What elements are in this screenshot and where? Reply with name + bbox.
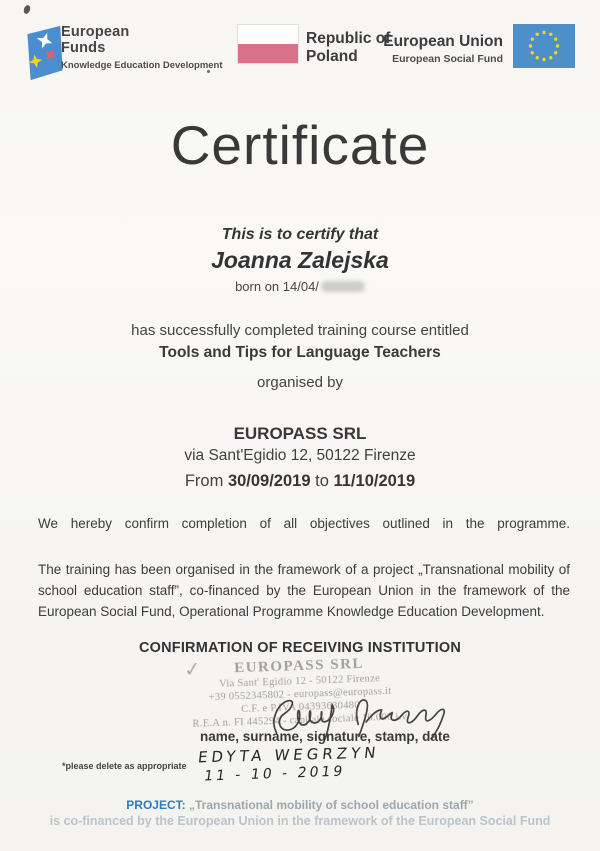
poland-flag-icon: [237, 24, 299, 64]
course-name: Tools and Tips for Language Teachers: [159, 344, 441, 361]
organiser-name: EUROPASS SRL: [233, 424, 367, 443]
handwritten-date: 11 - 10 - 2019: [202, 763, 347, 785]
recipient-name: Joanna Zalejska: [211, 247, 389, 273]
eu-flag-icon: [513, 24, 575, 73]
european-funds-flag-icon: [20, 20, 66, 91]
stamp-line: Via Sant' Egidio 12 - 50122 Firenze: [218, 673, 381, 690]
european-social-fund-subtitle: European Social Fund: [392, 53, 503, 65]
cofinance-footer-line: is co-financed by the European Union in the framework of the European Social Fund: [49, 814, 551, 828]
european-union-title: European Union: [383, 33, 503, 50]
stamp-line: EUROPASS SRL: [233, 655, 365, 677]
european-union-wordmark: [340, 33, 503, 65]
signature-caption: name, surname, signature, stamp, date: [200, 729, 450, 744]
stamp-line: R.E.A n. FI 445294 - capitale sociale 10.000 i.v.: [192, 711, 410, 730]
birth-date-prefix: born on 14/04/: [235, 279, 319, 294]
course-dates: [0, 472, 600, 491]
completed-line: has successfully completed training course entitled: [131, 322, 469, 339]
project-footer-line: [0, 798, 600, 812]
organised-by-label: organised by: [257, 374, 343, 391]
stamp-line: C.F. e P.IVA 04393630480: [240, 699, 361, 716]
confirmation-heading: CONFIRMATION OF RECEIVING INSTITUTION: [138, 640, 462, 656]
european-funds-subtitle: Knowledge Education Development: [61, 60, 223, 71]
to-label: to: [315, 472, 329, 490]
from-label: From: [184, 472, 224, 490]
project-label: PROJECT:: [126, 798, 186, 812]
framework-paragraph: The training has been organised in the framework of a project „Transnational mobility of school education staff”, co-financed by the European Union in the framework of the European Social Fund, Operational Programme Knowledge Education Development.: [38, 562, 570, 619]
handwritten-name: EDYTA WEGRZYN: [197, 743, 381, 767]
stamp-line: +39 0552345802 - europass@europass.it: [208, 685, 392, 704]
birth-date-line: [0, 279, 600, 294]
republic-of-poland-label: Republic of Poland: [306, 30, 391, 65]
redacted-birth-year: [321, 281, 365, 292]
date-from: 30/09/2019: [227, 472, 311, 490]
delete-as-appropriate-note: *please delete as appropriate: [62, 761, 187, 771]
project-name: „Transnational mobility of school education staff”: [188, 798, 474, 812]
date-to: 11/10/2019: [333, 472, 416, 490]
checkmark-icon: ✓: [182, 658, 202, 682]
confirmation-paragraph: We hereby confirm completion of all objectives outlined in the programme.: [38, 516, 570, 531]
european-funds-wordmark: [61, 25, 223, 71]
certify-intro: This is to certify that: [221, 226, 379, 243]
logo-header: [0, 14, 600, 94]
certificate-title: Certificate: [170, 114, 430, 176]
organiser-address: via Sant'Egidio 12, 50122 Firenze: [184, 447, 416, 464]
european-funds-title: European Funds: [61, 24, 130, 56]
